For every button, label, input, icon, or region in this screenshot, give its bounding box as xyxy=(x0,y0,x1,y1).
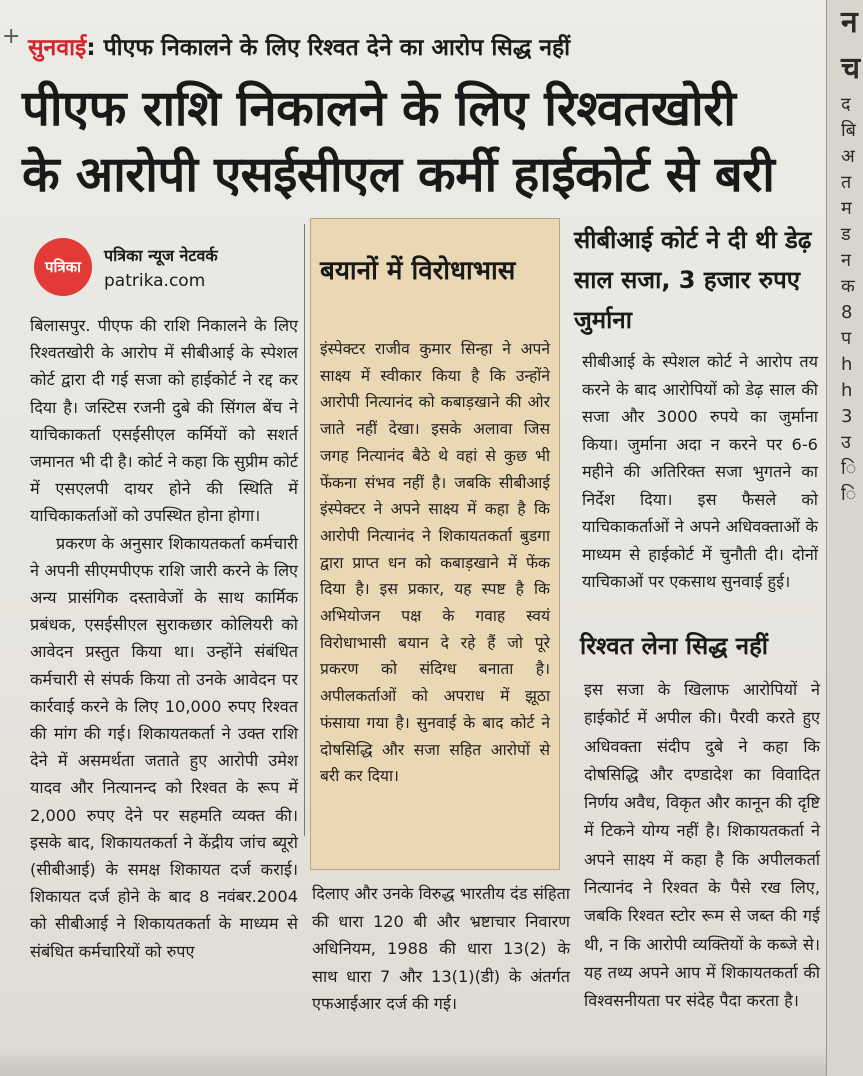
fragment-char: 8 xyxy=(841,302,853,323)
fragment-char: न xyxy=(841,5,858,40)
news-network: पत्रिका न्यूज नेटवर्क xyxy=(104,246,218,265)
adjacent-article-fragment xyxy=(826,0,863,1076)
subheading-2: रिश्वत लेना सिद्ध नहीं xyxy=(580,632,769,660)
box-title: बयानों में विरोधाभास xyxy=(320,256,516,286)
page-edge-shadow xyxy=(0,1046,826,1076)
paragraph: इंस्पेक्टर राजीव कुमार सिन्हा ने अपने साक्ष्य में स्वीकार किया है कि उन्होंने आरोपी नित्यानंद को कबाड़खाने की ओर जाते नहीं देखा। इसके अलावा जिस जगह नित्यानंद बैठे थे वहां से कुछ भी फेंकना संभव नहीं है। जबकि सीबीआई इंस्पेक्टर ने अपने साक्ष्य में कहा है कि आरोपी नित्यानंद ने शिकायतकर्ता बुडगा द्वारा प्राप्त धन को कबाड़खाने में फेंक दिया है। इस प्रकार, यह स्पष्ट है कि अभियोजन पक्ष के गवाह स्वयं विरोधाभासी बयान दे रहे हैं जो पूरे प्रकरण को संदिग्ध बनाता है।अपीलकर्ताओं को अपराध में झूठा फंसाया गया है। सुनवाई के बाद कोर्ट ने दोषसिद्धि और सजा सहित आरोपों से बरी कर दिया। xyxy=(320,340,550,786)
column-divider xyxy=(304,224,305,836)
paragraph: बिलासपुर. पीएफ की राशि निकालने के लिए रिश्वतखोरी के आरोप में सीबीआई के स्पेशल कोर्ट द्वारा दी गई सजा को हाईकोर्ट ने रद्द कर दिया है। जस्टिस रजनी दुबे की सिंगल बेंच ने याचिकाकर्ता एसईसीएल कर्मियों को सशर्त जमानत भी दी है। कोर्ट ने कहा कि सुप्रीम कोर्ट में एसएलपी दायर होने की स्थिति में याचिकाकर्ताओं को उपस्थित होना होगा। xyxy=(30,316,298,526)
fragment-char: h xyxy=(841,354,853,375)
paragraph: प्रकरण के अनुसार शिकायतकर्ता कर्मचारी ने अपनी सीएमपीएफ राशि जारी करने के लिए अन्य प्रासंगिक दस्तावेजों के साथ कार्मिक प्रबंधक, एसईसीएल सुराकछार कोलियरी को आवेदन प्रस्तुत किया था। उन्होंने संबंधित कर्मचारी से संपर्क किया तो उनके आवेदन पर कार्रवाई करने के लिए 10,000 रुपए रिश्वत की मांग की गई। शिकायतकर्ता ने उक्त राशि देने में असमर्थता जताते हुए आरोपी उमेश यादव और नित्यानन्द को रिश्वत के रूप में 2,000 रुपए देने पर सहमति व्यक्त की। इसके बाद, शिकायतकर्ता ने केंद्रीय जांच ब्यूरो (सीबीआई) के समक्ष शिकायत दर्ज कराई। शिकायत दर्ज होने के बाद 8 नवंबर.2004 को सीबीआई ने शिकायतकर्ता के माध्यम से संबंधित कर्मचारियों को रुपए xyxy=(30,533,298,961)
headline-line: के आरोपी एसईसीएल कर्मी हाईकोर्ट से बरी xyxy=(22,146,775,203)
subheading: सीबीआई कोर्ट ने दी थी डेढ़ साल सजा, 3 हजार रुपए जुर्माना xyxy=(574,226,812,334)
fragment-char: प xyxy=(841,328,852,349)
fragment-char: द xyxy=(841,94,851,115)
paragraph: इस सजा के खिलाफ आरोपियों ने हाईकोर्ट में अपील की। पैरवी करते हुए अधिवक्ता संदीप दुबे ने कहा कि दोषसिद्धि और दण्डादेश का विवादित निर्णय अवैध, विकृत और कानून की दृष्टि में टिकने योग्य नहीं है। शिकायतकर्ता ने अपने साक्ष्य में कहा है कि अपीलकर्ता नित्यानंद ने रिश्वत के पैसे रख लिए, जबकि रिश्वत स्टोर रूम से जब्त की गई थी, न कि आरोपी व्यक्तियों के कब्जे से। यह तथ्य अपने आप में शिकायतकर्ता की विश्वसनीयता पर संदेह पैदा करता है। xyxy=(584,680,820,1011)
fragment-char: बि xyxy=(841,120,856,141)
column-1 xyxy=(30,312,298,965)
fragment-char: ड xyxy=(841,224,851,245)
source-credit xyxy=(34,238,294,298)
kicker-label: सुनवाई xyxy=(28,35,87,61)
website: patrika.com xyxy=(104,271,206,291)
column-2-continued xyxy=(312,880,570,1018)
fragment-char: ि xyxy=(841,458,857,479)
kicker-line xyxy=(28,30,808,70)
headline-line: पीएफ राशि निकालने के लिए रिश्वतखोरी xyxy=(22,80,736,137)
paragraph: सीबीआई के स्पेशल कोर्ट ने आरोप तय करने के बाद आरोपियों को डेढ़ साल की सजा और 3000 रुपये का जुर्माना किया। जुर्माना अदा न करने पर 6-6 महीने की अतिरिक्त सजा भुगतने का निर्देश दिया। इस फैसले को याचिकाकर्ताओं ने अपने अधिवक्ताओं के माध्यम से हाईकोर्ट में चुनौती दी। दोनों याचिकाओं पर एकसाथ सुनवाई हुई। xyxy=(582,352,818,591)
paragraph: दिलाए और उनके विरुद्ध भारतीय दंड संहिता की धारा 120 बी और भ्रष्टाचार निवारण अधिनियम, 1988 की धारा 13(2) के साथ धारा 7 और 13(1)(डी) के अंतर्गत एफआईआर दर्ज की गई। xyxy=(312,884,570,1014)
fragment-char: न xyxy=(841,250,851,271)
fragment-char: 3 xyxy=(841,406,853,427)
fragment-char: अ xyxy=(841,146,855,167)
kicker-text: पीएफ निकालने के लिए रिश्वत देने का आरोप सिद्ध नहीं xyxy=(103,35,571,61)
fragment-char: क xyxy=(841,276,855,297)
patrika-logo: पत्रिका xyxy=(34,238,92,296)
column-3b xyxy=(584,676,820,1016)
kicker-separator: : xyxy=(86,35,96,61)
fragment-char: म xyxy=(841,198,852,219)
box-body xyxy=(320,336,550,790)
crop-mark-icon: + xyxy=(2,24,21,49)
fragment-char: उ xyxy=(841,432,851,453)
headline xyxy=(22,76,822,208)
fragment-char: ि xyxy=(841,484,857,505)
column-3a xyxy=(582,348,818,596)
fragment-char: च xyxy=(841,51,861,86)
fragment-char: h xyxy=(841,380,853,401)
fragment-char: त xyxy=(841,172,852,193)
